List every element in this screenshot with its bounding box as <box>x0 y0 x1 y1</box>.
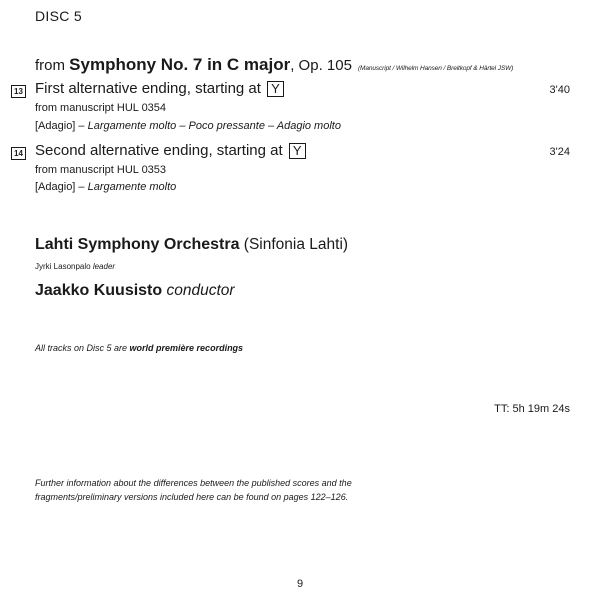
tempo-bracket: [Adagio] <box>35 181 76 193</box>
leader-role: leader <box>92 262 116 271</box>
conductor-credit <box>35 282 235 300</box>
further-info-line-1: Further information about the differences between the published scores and the <box>35 478 352 488</box>
track-number-13: 13 <box>11 85 26 98</box>
track-number-14: 14 <box>11 147 26 160</box>
track-source-13: from manuscript HUL 0354 <box>35 102 167 114</box>
work-heading <box>35 55 513 75</box>
tempo-markings: – Largamente molto – Poco pressante – Adagio molto <box>75 120 341 132</box>
track-tempo-14 <box>35 181 176 193</box>
work-opus: , Op. 105 <box>290 57 352 74</box>
track-duration-14: 3'24 <box>549 146 570 158</box>
track-title-text: Second alternative ending, starting at <box>35 142 283 159</box>
total-time: TT: 5h 19m 24s <box>494 403 570 415</box>
leader-credit <box>35 262 115 271</box>
tempo-bracket: [Adagio] <box>35 120 76 132</box>
page-number: 9 <box>296 578 304 590</box>
conductor-role: conductor <box>166 282 235 299</box>
track-title-text: First alternative ending, starting at <box>35 80 261 97</box>
track-source-14: from manuscript HUL 0353 <box>35 164 167 176</box>
leader-name: Jyrki Lasonpalo <box>35 262 91 271</box>
conductor-name: Jaakko Kuusisto <box>35 282 163 299</box>
premiere-note-emphasis: world première recordings <box>129 343 244 353</box>
track-title-14 <box>35 142 306 159</box>
disc-label: DISC 5 <box>35 8 82 24</box>
marker-y-box: Y <box>267 81 284 97</box>
further-info-line-2: fragments/preliminary versions included here can be found on pages 122–126. <box>35 492 349 502</box>
work-prefix: from <box>35 57 70 74</box>
work-source: (Manuscript / Wilhelm Hansen / Breitkopf & Härtel JSW) <box>357 65 514 72</box>
orchestra-name: Lahti Symphony Orchestra <box>35 236 240 253</box>
orchestra-alt-name: (Sinfonia Lahti) <box>239 236 349 253</box>
track-tempo-13 <box>35 120 341 132</box>
track-duration-13: 3'40 <box>549 84 570 96</box>
premiere-note-prefix: All tracks on Disc 5 are <box>35 343 130 353</box>
work-title: Symphony No. 7 in C major <box>69 55 291 74</box>
orchestra-credit <box>35 236 348 254</box>
premiere-note <box>35 343 243 353</box>
marker-y-box: Y <box>289 143 306 159</box>
further-info-note <box>35 476 352 504</box>
tempo-markings: – Largamente molto <box>75 181 177 193</box>
track-title-13 <box>35 80 284 97</box>
